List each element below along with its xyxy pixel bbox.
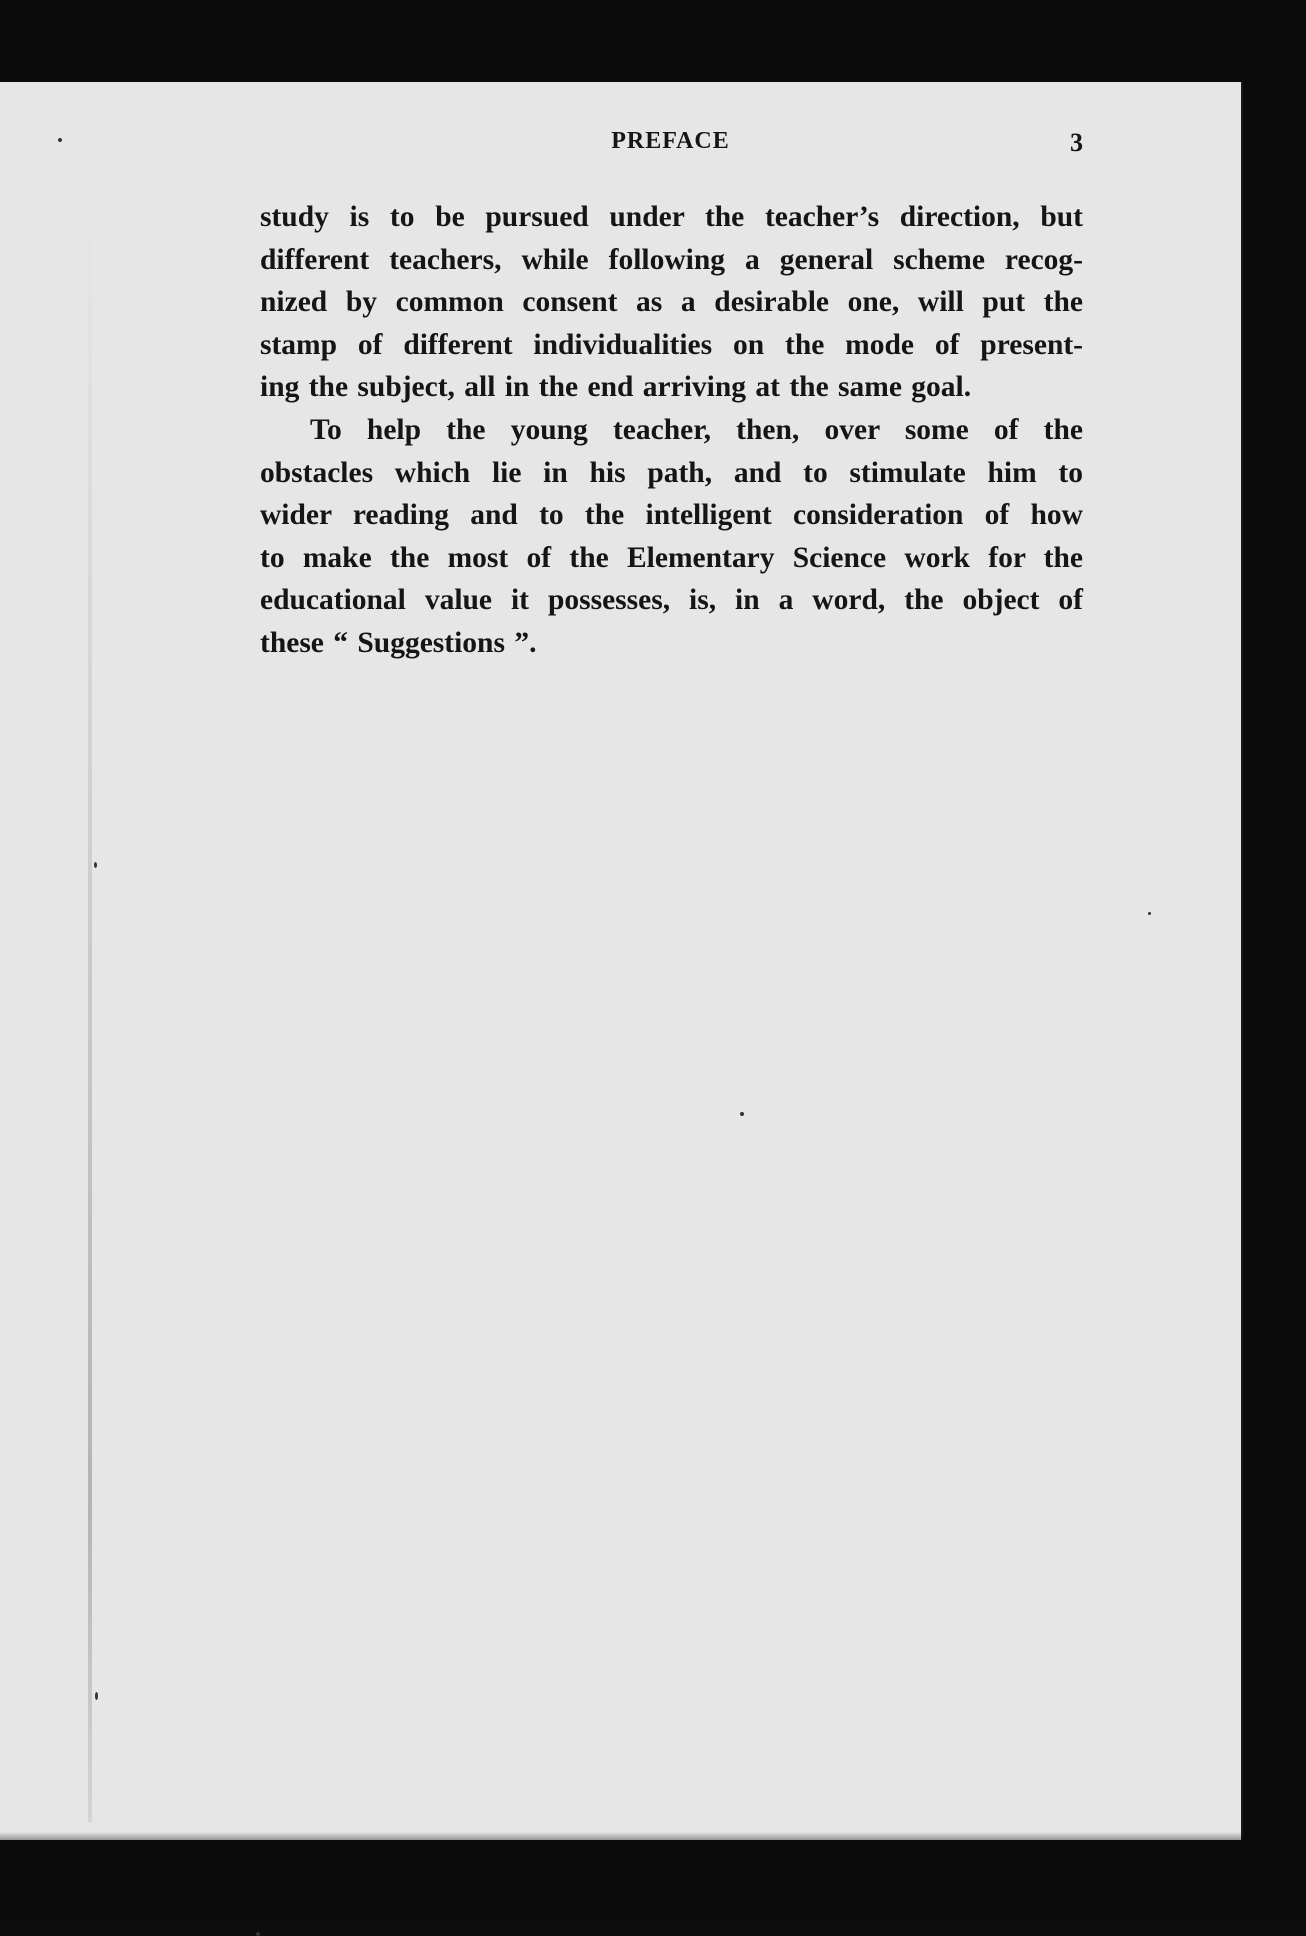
- scan-speck: [94, 862, 97, 868]
- text-line: study is to be pursued under the teacher’s direction, but: [260, 201, 1083, 233]
- paragraph-1: [260, 196, 1083, 409]
- scan-speck: [1148, 912, 1151, 915]
- text-line: To help the young teacher, then, over some of the: [310, 413, 1083, 446]
- text-line: educational value it possesses, is, in a word, the object of: [260, 584, 1083, 617]
- scan-speck: [95, 1692, 98, 1700]
- text-line: to make the most of the Elementary Science work for the: [260, 541, 1083, 574]
- scan-speck: [256, 1932, 260, 1936]
- text-line: these “ Suggestions ”.: [260, 626, 537, 659]
- text-line: obstacles which lie in his path, and to stimulate him to: [260, 456, 1083, 489]
- page-number: 3: [1070, 128, 1083, 157]
- text-line: nized by common consent as a desirable one, will put the: [260, 286, 1083, 319]
- body-text: [260, 196, 1083, 665]
- text-line: ing the subject, all in the end arriving at the same goal.: [260, 371, 972, 404]
- scan-speck: [740, 1112, 744, 1116]
- text-line: different teachers, while following a general scheme recog-: [260, 243, 1083, 276]
- text-line: stamp of different individualities on the mode of present-: [260, 328, 1083, 361]
- scan-speck: [58, 138, 62, 142]
- paragraph-2: [260, 409, 1083, 665]
- running-head-title: PREFACE: [611, 128, 730, 154]
- running-head: [258, 128, 1083, 168]
- text-line: wider reading and to the intelligent consideration of how: [260, 499, 1083, 532]
